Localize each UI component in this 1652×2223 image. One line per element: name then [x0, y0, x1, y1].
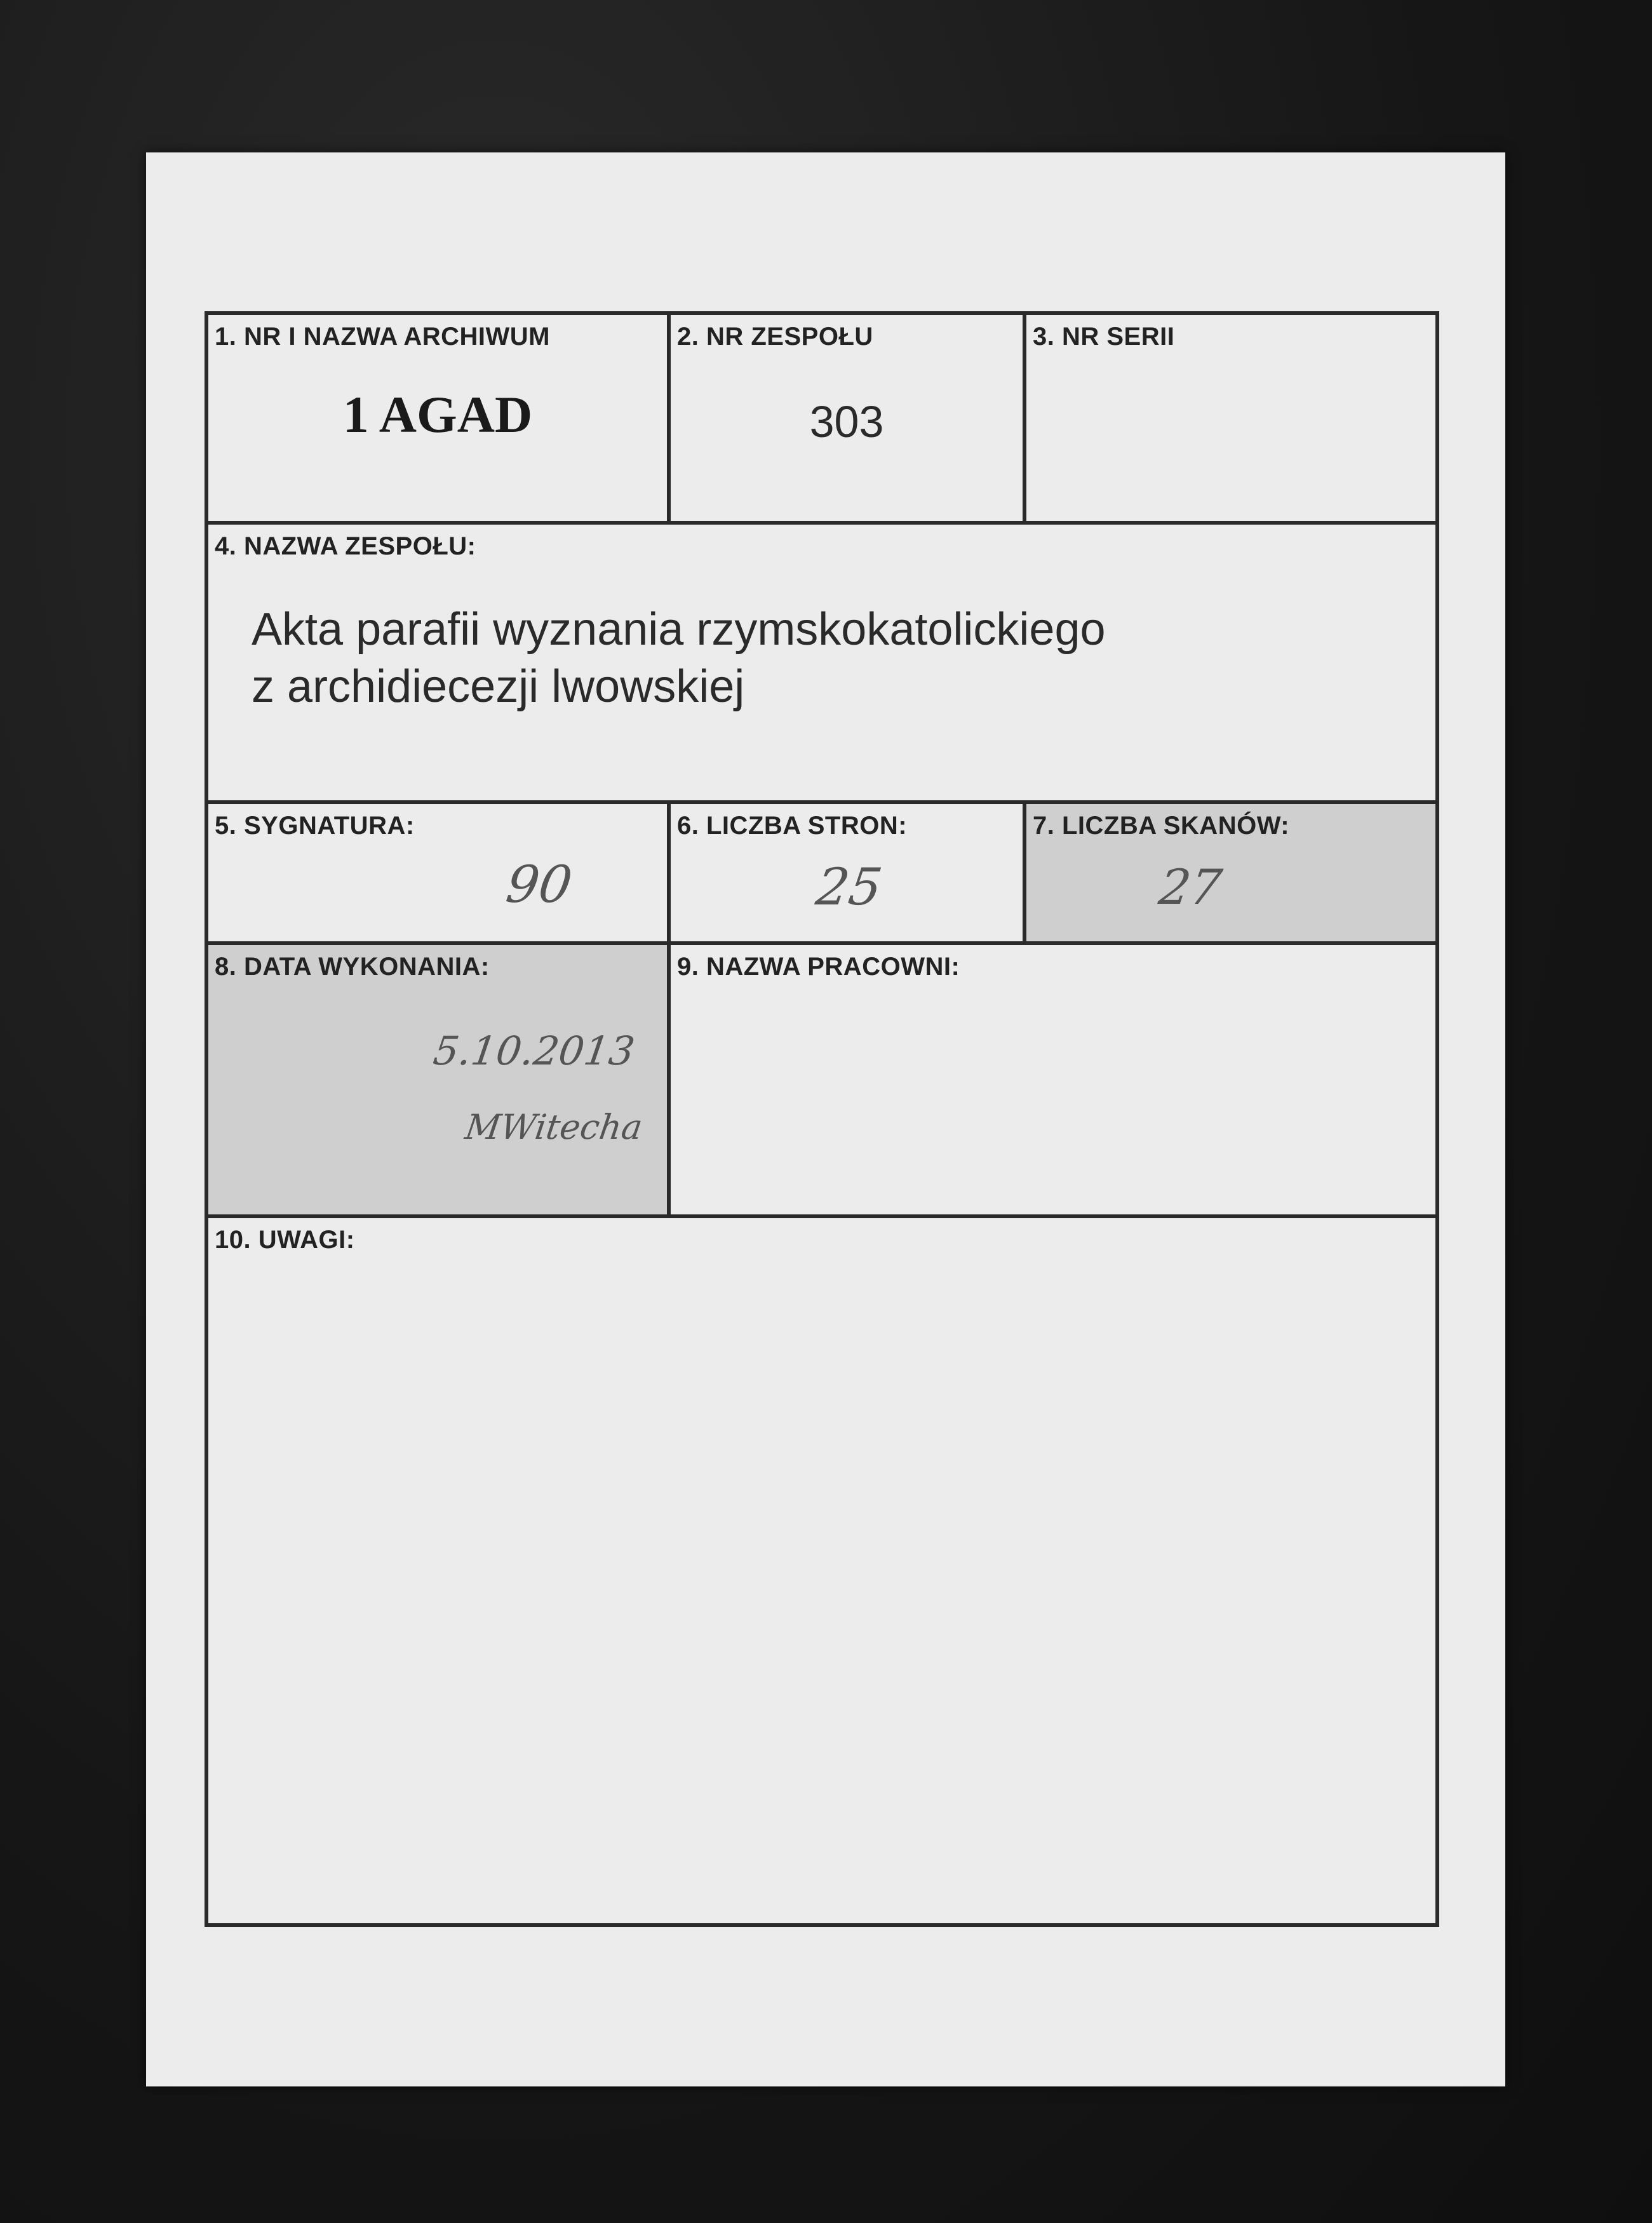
signature-value: 90 [502, 855, 576, 914]
fonds-number-value: 303 [809, 397, 884, 447]
fonds-name-line-1: Akta parafii wyznania rzymskokatolickiego [252, 604, 1106, 655]
studio-name-label: 9. NAZWA PRACOWNI: [677, 953, 960, 981]
archive-label: 1. NR I NAZWA ARCHIWUM [215, 323, 550, 351]
remarks-cell [208, 1218, 1435, 1923]
scan-count-value: 27 [1155, 859, 1225, 915]
date-done-cell [208, 945, 671, 1218]
page-count-value: 25 [812, 857, 886, 917]
page-count-label: 6. LICZBA STRON: [677, 812, 908, 840]
archive-value: 1 AGAD [342, 386, 533, 443]
date-done-signature: MWitecha [462, 1107, 645, 1147]
scan-count-cell [1026, 804, 1435, 945]
fonds-name-label: 4. NAZWA ZESPOŁU: [215, 532, 476, 560]
fonds-name-cell [208, 525, 1435, 804]
fonds-name-line-2: z archidiecezji lwowskiej [252, 661, 745, 712]
fonds-number-cell [671, 315, 1026, 525]
archive-metadata-form [205, 311, 1439, 1927]
date-done-value: 5.10.2013 [430, 1028, 638, 1074]
signature-cell [208, 804, 671, 945]
fonds-name-value [252, 601, 1106, 715]
studio-name-cell [671, 945, 1435, 1218]
remarks-label: 10. UWAGI: [215, 1226, 355, 1254]
paper-sheet [146, 152, 1505, 2086]
archive-cell [208, 315, 671, 525]
signature-label: 5. SYGNATURA: [215, 812, 415, 840]
series-number-label: 3. NR SERII [1033, 323, 1175, 351]
page-count-cell [671, 804, 1026, 945]
date-done-label: 8. DATA WYKONANIA: [215, 953, 490, 981]
fonds-number-label: 2. NR ZESPOŁU [677, 323, 873, 351]
series-number-cell [1026, 315, 1435, 525]
scan-count-label: 7. LICZBA SKANÓW: [1033, 812, 1290, 840]
